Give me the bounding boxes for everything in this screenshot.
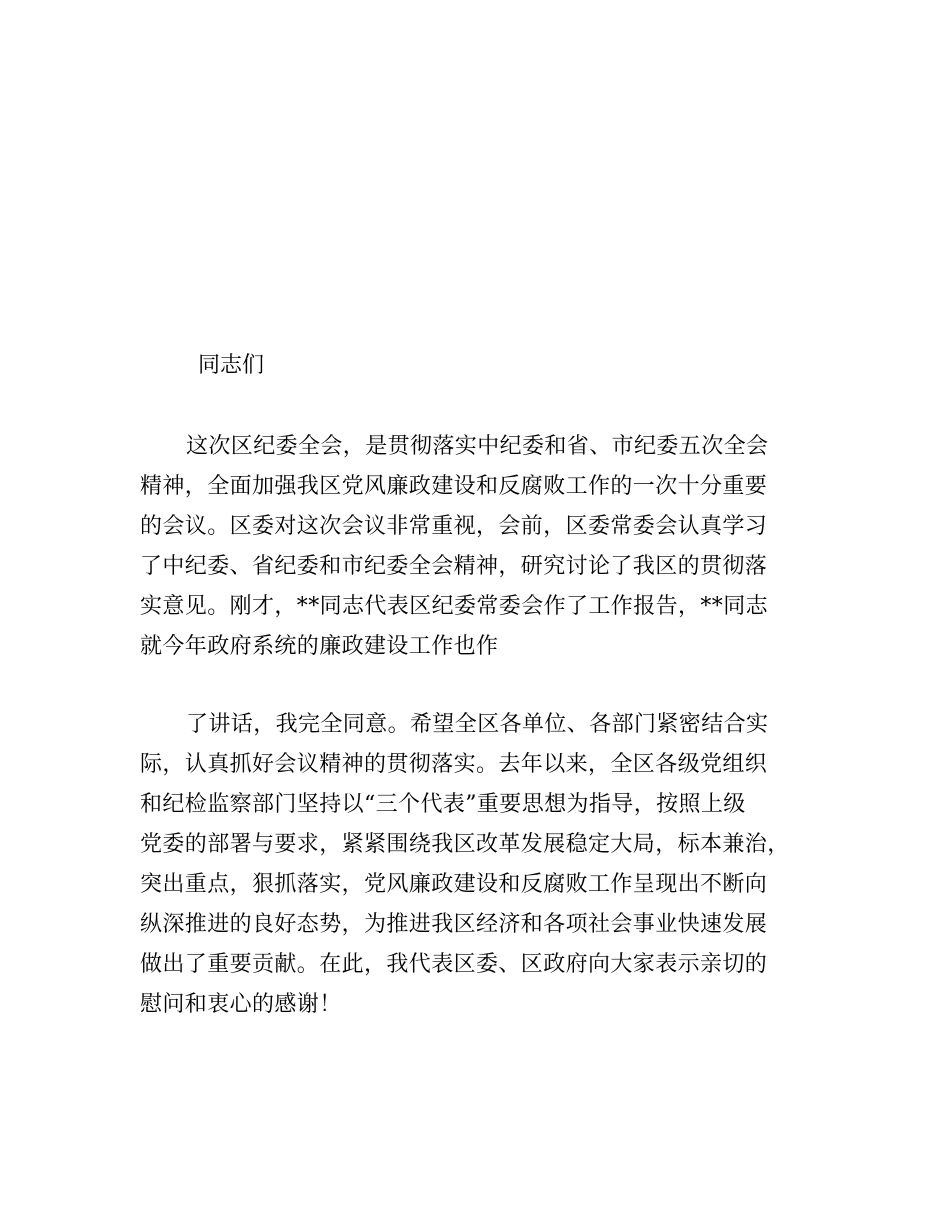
paragraph-line: 了讲话，我完全同意。希望全区各单位、各部门紧密结合实: [186, 712, 769, 737]
paragraph-2: [140, 705, 810, 1025]
paragraph-line: 际，认真抓好会议精神的贯彻落实。去年以来，全区各级党组织: [140, 752, 768, 777]
paragraph-line: 实意见。刚才，**同志代表区纪委常委会作了工作报告，**同志: [140, 594, 769, 619]
paragraph-line: 的会议。区委对这次会议非常重视，会前，区委常委会认真学习: [140, 514, 768, 539]
salutation: 同志们: [198, 353, 265, 378]
paragraph-line: 慰问和衷心的感谢！: [140, 992, 342, 1017]
paragraph-line: 这次区纪委全会，是贯彻落实中纪委和省、市纪委五次全会: [186, 434, 769, 459]
paragraph-1: [140, 427, 810, 667]
paragraph-line: 党委的部署与要求，紧紧围绕我区改革发展稳定大局，标本兼治，: [140, 832, 790, 857]
paragraph-line: 做出了重要贡献。在此，我代表区委、区政府向大家表示亲切的: [140, 952, 768, 977]
paragraph-line: 就今年政府系统的廉政建设工作也作: [140, 634, 499, 659]
paragraph-line: 和纪检监察部门坚持以“三个代表”重要思想为指导，按照上级: [140, 792, 746, 817]
paragraph-line: 了中纪委、省纪委和市纪委全会精神，研究讨论了我区的贯彻落: [140, 554, 768, 579]
paragraph-line: 突出重点，狠抓落实，党风廉政建设和反腐败工作呈现出不断向: [140, 872, 768, 897]
paragraph-line: 精神，全面加强我区党风廉政建设和反腐败工作的一次十分重要: [140, 474, 768, 499]
paragraph-line: 纵深推进的良好态势，为推进我区经济和各项社会事业快速发展: [140, 912, 768, 937]
